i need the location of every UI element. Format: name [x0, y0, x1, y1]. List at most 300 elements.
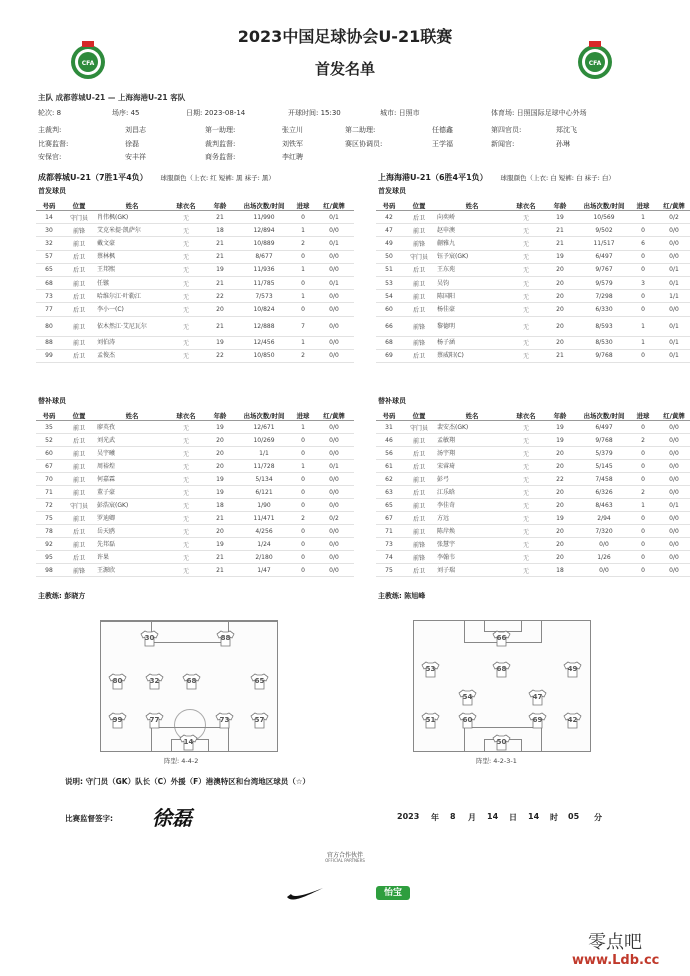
table-row: [376, 538, 690, 551]
cell-pos: 后卫: [62, 434, 96, 447]
table-row: [36, 336, 354, 349]
cell-apps: 2/180: [236, 551, 292, 564]
cell-goals: 0: [632, 538, 654, 551]
cell-age: 22: [544, 473, 576, 486]
cell-pos: 前卫: [62, 473, 96, 486]
cell-age: 18: [204, 224, 236, 237]
cell-age: 22: [204, 349, 236, 362]
column-header: 红/黄牌: [654, 410, 690, 421]
column-header: 球衣名: [508, 410, 544, 421]
cell-pos: 后卫: [402, 303, 436, 316]
cell-apps: 9/579: [576, 276, 632, 289]
cell-name: 许果: [96, 551, 168, 564]
cell-age: 20: [204, 525, 236, 538]
cell-goals: 0: [632, 303, 654, 316]
column-header: 红/黄牌: [314, 200, 354, 211]
cell-age: 19: [204, 473, 236, 486]
official-label: 第四官员:: [491, 126, 522, 134]
cell-cards: 0/0: [314, 551, 354, 564]
cell-pos: 前锋: [402, 538, 436, 551]
cell-club: 无: [168, 349, 204, 362]
cell-cards: 0/0: [654, 564, 690, 577]
cell-cards: 0/0: [654, 421, 690, 434]
cell-name: 彭浩宸(GK): [96, 499, 168, 512]
cell-pos: 后卫: [402, 349, 436, 362]
official-label: 赛区协调员:: [345, 140, 383, 148]
cell-name: 刘伯涛: [96, 336, 168, 349]
table-row: [36, 499, 354, 512]
player-shirt: [492, 734, 511, 751]
cell-club: 无: [168, 421, 204, 434]
cell-name: 刘子瑞: [436, 564, 508, 577]
shirt-number: 88: [220, 634, 231, 642]
cell-apps: 1/24: [236, 538, 292, 551]
cell-no: 67: [36, 460, 62, 473]
column-header: 年龄: [544, 200, 576, 211]
cell-name: 李翰韦: [436, 551, 508, 564]
cell-no: 60: [36, 447, 62, 460]
shirt-number: 14: [183, 738, 194, 746]
cell-age: 21: [544, 224, 576, 237]
cell-club: 无: [508, 421, 544, 434]
cell-goals: 0: [292, 564, 314, 577]
match-no: 场序: 45: [112, 109, 140, 117]
table-row: [36, 551, 354, 564]
cell-cards: 0/0: [654, 224, 690, 237]
column-header: 年龄: [204, 410, 236, 421]
cell-club: 无: [508, 224, 544, 237]
cell-no: 70: [36, 473, 62, 486]
cell-goals: 0: [292, 538, 314, 551]
cell-name: 吴宇曦: [96, 447, 168, 460]
cell-name: 刘光武: [96, 434, 168, 447]
cell-club: 无: [508, 460, 544, 473]
cell-cards: 0/0: [314, 486, 354, 499]
player-shirt: [108, 673, 127, 690]
cell-goals: 2: [292, 512, 314, 525]
cell-goals: 0: [632, 290, 654, 303]
away-kit-colors: 球服颜色（上衣: 白 短裤: 白 袜子: 白）: [500, 174, 615, 182]
table-row: [376, 512, 690, 525]
cell-club: 无: [508, 349, 544, 362]
cell-no: 14: [36, 211, 62, 224]
cell-no: 51: [376, 263, 402, 276]
away-starters-table: [376, 200, 690, 363]
cell-age: 21: [204, 250, 236, 263]
cell-goals: 0: [632, 263, 654, 276]
table-row: [376, 276, 690, 289]
cell-apps: 11/990: [236, 211, 292, 224]
column-header: 出场次数/时间: [236, 410, 292, 421]
cell-name: 艾克米提·凯萨尔: [96, 224, 168, 237]
cell-apps: 8/530: [576, 336, 632, 349]
column-header: 出场次数/时间: [576, 200, 632, 211]
cell-cards: 0/0: [314, 538, 354, 551]
cell-age: 18: [204, 499, 236, 512]
cell-no: 65: [376, 499, 402, 512]
cell-apps: 6/330: [576, 303, 632, 316]
cell-club: 无: [508, 486, 544, 499]
cell-no: 47: [376, 224, 402, 237]
watermark-text: 零点吧: [588, 932, 642, 953]
cell-no: 69: [376, 349, 402, 362]
cell-apps: 6/121: [236, 486, 292, 499]
cell-no: 68: [36, 276, 62, 289]
cell-goals: 1: [292, 336, 314, 349]
player-shirt: [250, 712, 269, 729]
cell-name: 孟俊杰: [96, 349, 168, 362]
away-subs-table: [376, 410, 690, 577]
cell-pos: 守门员: [62, 499, 96, 512]
cell-pos: 前卫: [62, 447, 96, 460]
cell-name: 蔡林枫: [96, 250, 168, 263]
cell-club: 无: [168, 316, 204, 336]
cell-goals: 0: [632, 349, 654, 362]
table-row: [36, 316, 354, 336]
cell-apps: 10/269: [236, 434, 292, 447]
column-header: 年龄: [204, 200, 236, 211]
away-formation-pitch: [413, 620, 591, 752]
cell-age: 19: [544, 250, 576, 263]
official-label: 比赛监督:: [38, 140, 69, 148]
shirt-number: 53: [425, 665, 436, 673]
cell-apps: 5/379: [576, 447, 632, 460]
cell-cards: 0/1: [654, 499, 690, 512]
player-shirt: [216, 630, 235, 647]
player-shirt: [421, 661, 440, 678]
cell-cards: 0/0: [314, 316, 354, 336]
cell-apps: 1/90: [236, 499, 292, 512]
cell-pos: 前卫: [402, 290, 436, 303]
logo-text: CFA: [588, 60, 602, 67]
away-formation: 阵型: 4-2-3-1: [476, 757, 517, 765]
legend-note: 说明: 守门员（GK）队长（C）外援（F）港澳特区和台湾地区球员（☆）: [65, 777, 310, 786]
cell-club: 无: [508, 250, 544, 263]
cell-pos: 前卫: [402, 525, 436, 538]
cell-cards: 0/0: [654, 237, 690, 250]
shirt-number: 69: [532, 716, 543, 724]
table-row: [376, 336, 690, 349]
cell-no: 71: [36, 486, 62, 499]
cell-cards: 0/0: [314, 564, 354, 577]
cell-pos: 守门员: [62, 211, 96, 224]
column-header: 号码: [36, 410, 62, 421]
cell-goals: 1: [632, 316, 654, 336]
column-header: 进球: [632, 410, 654, 421]
cell-apps: 8/593: [576, 316, 632, 336]
cell-no: 30: [36, 224, 62, 237]
column-header: 进球: [292, 200, 314, 211]
cell-cards: 0/1: [314, 460, 354, 473]
cell-apps: 10/824: [236, 303, 292, 316]
table-header: [376, 410, 690, 421]
official-value: 任德鑫: [432, 126, 453, 134]
cell-age: 21: [544, 349, 576, 362]
official-label: 第二助理:: [345, 126, 376, 134]
cell-goals: 0: [292, 499, 314, 512]
cell-goals: 2: [292, 237, 314, 250]
cell-name: 杨子涵: [436, 336, 508, 349]
cell-goals: 0: [292, 250, 314, 263]
player-shirt: [145, 673, 164, 690]
column-header: 位置: [62, 410, 96, 421]
table-row: [36, 250, 354, 263]
cell-cards: 0/1: [654, 276, 690, 289]
cell-pos: 后卫: [62, 525, 96, 538]
cell-name: 黎德明: [436, 316, 508, 336]
away-subs-label: 替补球员: [378, 397, 406, 405]
cell-apps: 9/502: [576, 224, 632, 237]
cell-no: 61: [376, 460, 402, 473]
shirt-number: 68: [496, 665, 507, 673]
cell-age: 20: [544, 486, 576, 499]
cell-goals: 0: [632, 224, 654, 237]
cell-pos: 守门员: [402, 250, 436, 263]
cell-no: 63: [376, 486, 402, 499]
column-header: 姓名: [96, 200, 168, 211]
cell-apps: 9/768: [576, 349, 632, 362]
cell-cards: 0/1: [654, 316, 690, 336]
cell-cards: 0/0: [654, 525, 690, 538]
watermark-url: www.Ldb.cc: [572, 953, 660, 968]
cell-pos: 前锋: [402, 336, 436, 349]
column-header: 出场次数/时间: [236, 200, 292, 211]
player-shirt: [492, 630, 511, 647]
cell-pos: 前卫: [62, 512, 96, 525]
home-formation-pitch: [100, 620, 278, 752]
cell-name: 孟敏翔: [436, 434, 508, 447]
cell-goals: 0: [292, 525, 314, 538]
shirt-number: 51: [425, 716, 436, 724]
cell-apps: 9/767: [576, 263, 632, 276]
cell-club: 无: [168, 512, 204, 525]
cell-pos: 前卫: [402, 224, 436, 237]
match-info: [0, 0, 690, 170]
official-label: 新闻官:: [491, 140, 515, 148]
cell-club: 无: [168, 276, 204, 289]
official-value: 刘昌志: [125, 126, 146, 134]
cell-goals: 2: [632, 486, 654, 499]
table-row: [376, 211, 690, 224]
cell-no: 49: [376, 237, 402, 250]
column-header: 进球: [292, 410, 314, 421]
cell-age: 19: [204, 336, 236, 349]
column-header: 号码: [376, 410, 402, 421]
cell-no: 71: [376, 525, 402, 538]
cell-no: 98: [36, 564, 62, 577]
table-row: [376, 421, 690, 434]
cell-cards: 0/0: [654, 460, 690, 473]
city: 城市: 日照市: [380, 109, 420, 117]
cell-pos: 后卫: [402, 263, 436, 276]
column-header: 位置: [402, 200, 436, 211]
home-team-title: 成都蓉城U-21（7胜1平4负） 球服颜色（上衣: 红 短裤: 黑 袜子: 黑）: [38, 173, 275, 182]
cell-apps: 1/26: [576, 551, 632, 564]
cell-goals: 0: [632, 421, 654, 434]
cell-apps: 11/728: [236, 460, 292, 473]
cell-no: 50: [376, 250, 402, 263]
shirt-number: 32: [149, 677, 160, 685]
cell-cards: 0/0: [314, 349, 354, 362]
cell-no: 52: [36, 434, 62, 447]
table-row: [36, 237, 354, 250]
cell-cards: 0/1: [314, 276, 354, 289]
official-value: 刘铁军: [282, 140, 303, 148]
official-value: 王学福: [432, 140, 453, 148]
cell-age: 20: [544, 316, 576, 336]
table-row: [36, 434, 354, 447]
cell-cards: 0/1: [654, 349, 690, 362]
shirt-number: 57: [254, 716, 265, 724]
cell-club: 无: [508, 499, 544, 512]
shirt-number: 47: [532, 693, 543, 701]
table-row: [36, 263, 354, 276]
cell-apps: 1/1: [236, 447, 292, 460]
page-subtitle: 首发名单: [314, 60, 375, 78]
cell-pos: 前卫: [402, 434, 436, 447]
cell-no: 54: [376, 290, 402, 303]
cell-age: 20: [204, 434, 236, 447]
cell-cards: 0/0: [654, 473, 690, 486]
cell-pos: 前锋: [62, 224, 96, 237]
cell-cards: 0/2: [314, 512, 354, 525]
cell-apps: 7/458: [576, 473, 632, 486]
cell-cards: 0/0: [654, 512, 690, 525]
home-subs-table: [36, 410, 354, 577]
player-shirt: [108, 712, 127, 729]
away-team-title: 上海海港U-21（6胜4平1负） 球服颜色（上衣: 白 短裤: 白 袜子: 白）: [378, 173, 615, 182]
column-header: 姓名: [436, 410, 508, 421]
cell-apps: 11/471: [236, 512, 292, 525]
cell-pos: 后卫: [402, 211, 436, 224]
shirt-number: 68: [186, 677, 197, 685]
cell-pos: 后卫: [402, 564, 436, 577]
cell-cards: 0/0: [654, 434, 690, 447]
cell-no: 67: [376, 512, 402, 525]
cell-goals: 0: [632, 447, 654, 460]
cell-apps: 12/888: [236, 316, 292, 336]
round: 轮次: 8: [38, 109, 62, 117]
home-coach: 主教练: 彭晓方: [38, 592, 86, 600]
cell-goals: 0: [292, 211, 314, 224]
cell-age: 20: [544, 276, 576, 289]
cell-goals: 6: [632, 237, 654, 250]
cell-name: 钰予宸(GK): [436, 250, 508, 263]
cell-goals: 1: [292, 224, 314, 237]
cell-apps: 8/677: [236, 250, 292, 263]
cell-cards: 0/0: [314, 499, 354, 512]
cell-age: 19: [544, 512, 576, 525]
cell-age: 20: [544, 336, 576, 349]
cell-no: 32: [36, 237, 62, 250]
cell-apps: 11/936: [236, 263, 292, 276]
cell-age: 20: [544, 499, 576, 512]
table-row: [376, 303, 690, 316]
cell-pos: 后卫: [402, 512, 436, 525]
cell-club: 无: [508, 290, 544, 303]
cell-apps: 0/0: [576, 538, 632, 551]
cell-age: 20: [544, 551, 576, 564]
table-header: [36, 200, 354, 211]
shirt-number: 77: [149, 716, 160, 724]
table-row: [376, 499, 690, 512]
shirt-number: 66: [496, 634, 507, 642]
cell-cards: 0/0: [314, 303, 354, 316]
table-row: [36, 421, 354, 434]
cell-pos: 前卫: [402, 499, 436, 512]
cell-apps: 1/47: [236, 564, 292, 577]
cell-goals: 2: [292, 349, 314, 362]
cell-cards: 0/0: [314, 290, 354, 303]
column-header: 位置: [62, 200, 96, 211]
table-row: [36, 211, 354, 224]
cell-pos: 后卫: [62, 303, 96, 316]
cell-name: 周裕煌: [96, 460, 168, 473]
cell-age: 20: [204, 303, 236, 316]
cell-apps: 11/517: [576, 237, 632, 250]
player-shirt: [421, 712, 440, 729]
cbest-logo: 怡宝: [376, 886, 410, 900]
page-title: 2023中国足球协会U-21联赛: [237, 27, 453, 46]
column-header: 年龄: [544, 410, 576, 421]
cell-goals: 7: [292, 316, 314, 336]
cell-pos: 前卫: [62, 486, 96, 499]
cell-cards: 1/1: [654, 290, 690, 303]
signature-name: 徐磊: [152, 806, 192, 830]
cell-no: 62: [376, 473, 402, 486]
cell-apps: 6/497: [576, 421, 632, 434]
cell-apps: 10/569: [576, 211, 632, 224]
cell-no: 46: [376, 434, 402, 447]
table-row: [376, 349, 690, 362]
cell-goals: 0: [292, 473, 314, 486]
table-row: [36, 473, 354, 486]
official-label: 主裁判:: [38, 126, 62, 134]
official-label: 安保官:: [38, 153, 62, 161]
match-date: 日期: 2023-08-14: [186, 109, 246, 117]
cell-name: 董子豪: [96, 486, 168, 499]
cell-goals: 1: [632, 499, 654, 512]
cell-club: 无: [508, 525, 544, 538]
column-header: 球衣名: [168, 200, 204, 211]
cell-goals: 0: [632, 525, 654, 538]
column-header: 姓名: [436, 200, 508, 211]
cell-age: 20: [204, 447, 236, 460]
cell-no: 68: [376, 336, 402, 349]
cell-name: 江乐晗: [436, 486, 508, 499]
player-shirt: [492, 661, 511, 678]
cell-club: 无: [168, 250, 204, 263]
signature-label: 比赛监督签字:: [65, 814, 113, 823]
column-header: 姓名: [96, 410, 168, 421]
player-shirt: [563, 712, 582, 729]
table-row: [376, 447, 690, 460]
cell-club: 无: [168, 211, 204, 224]
cell-club: 无: [508, 276, 544, 289]
cell-age: 20: [544, 263, 576, 276]
official-value: 郑沈飞: [556, 126, 577, 134]
player-shirt: [250, 673, 269, 690]
cell-apps: 5/145: [576, 460, 632, 473]
cell-age: 20: [544, 290, 576, 303]
cell-no: 57: [36, 250, 62, 263]
cell-pos: 前卫: [62, 336, 96, 349]
cell-club: 无: [168, 499, 204, 512]
official-label: 裁判监督:: [205, 140, 236, 148]
shirt-number: 60: [462, 716, 473, 724]
cell-pos: 后卫: [402, 460, 436, 473]
cell-cards: 0/0: [654, 551, 690, 564]
